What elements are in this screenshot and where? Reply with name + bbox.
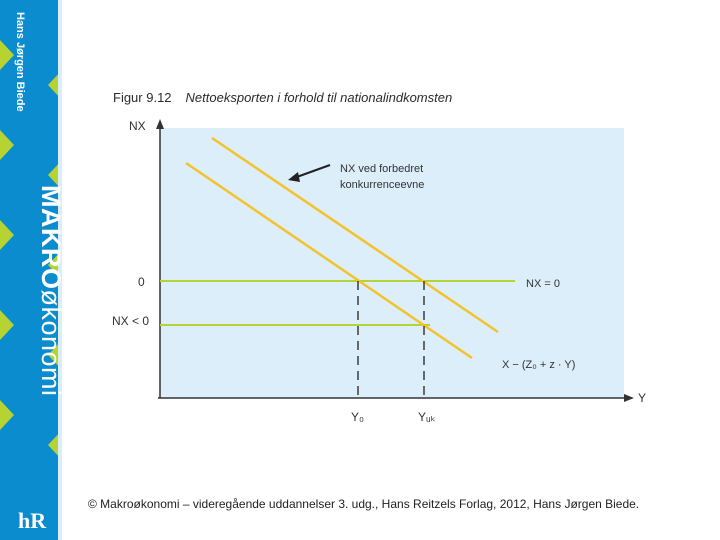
author-name: Hans Jørgen Biede [14,12,26,112]
curve-label: X − (Z₀ + z · Y) [502,359,576,371]
annotation-line-2: konkurrenceevne [340,179,425,191]
book-spine-sidebar [0,0,66,540]
publisher-logo: hR [18,508,47,533]
x-axis-arrow [624,394,634,402]
figure-title-text: Nettoeksporten i forhold til nationalindkomsten [185,90,453,105]
nx-diagram [100,80,660,430]
tick-zero: 0 [138,275,145,289]
book-title-rest: økonomi [36,289,66,397]
x-axis-label: Y [638,391,647,405]
tick-negative: NX < 0 [112,314,150,328]
book-title [35,185,66,397]
nx-zero-label: NX = 0 [526,278,560,290]
annotation-line-1: NX ved forbedret [340,163,424,175]
x-tick-y0: Y₀ [351,410,364,424]
book-title-bold: MAKRO [36,185,66,290]
y-axis-arrow [156,119,164,129]
copyright-caption: © Makroøkonomi – videregående uddannelser 3. udg., Hans Reitzels Forlag, 2012, Hans Jørgen Biede. [88,497,640,511]
x-tick-yuk: Yᵤₖ [418,410,436,424]
y-axis-label: NX [129,119,146,133]
figure-number: Figur 9.12 [113,90,172,105]
